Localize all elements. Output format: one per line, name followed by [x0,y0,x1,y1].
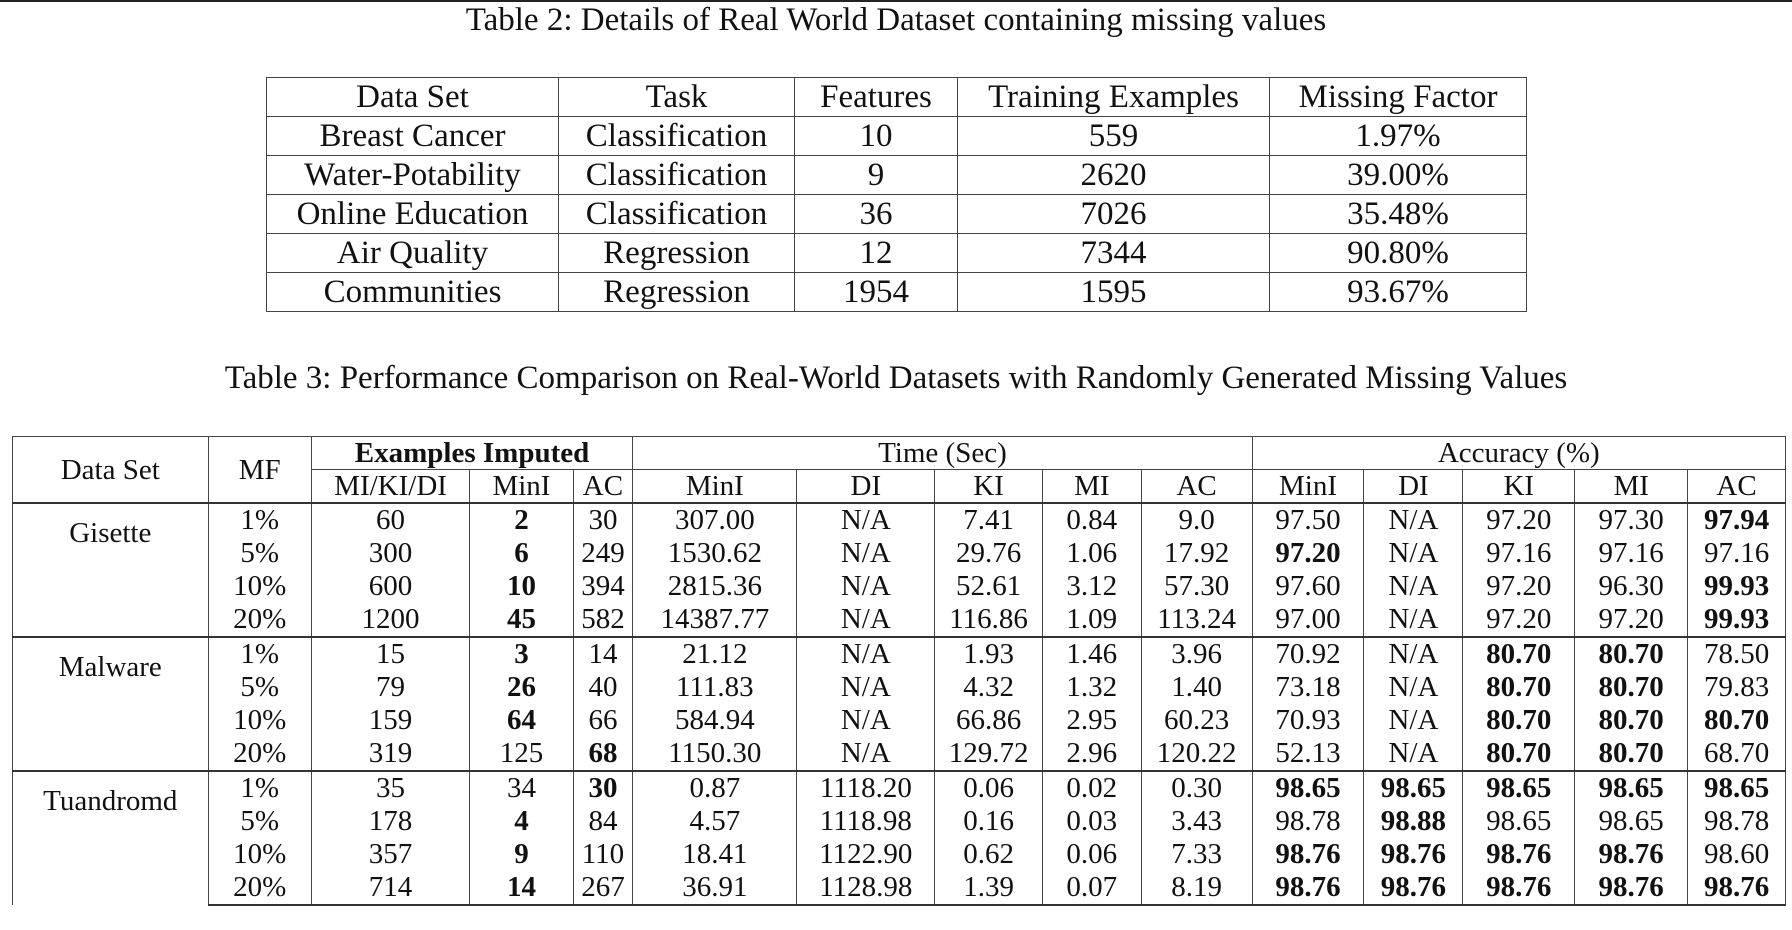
table-row [267,273,1527,312]
table-cell: 5% [208,537,311,570]
table-cell: Regression [559,273,795,312]
table-cell: 14 [573,637,633,671]
table-cell: 36.91 [633,871,797,905]
table-cell: 98.65 [1575,805,1688,838]
table-cell: 20% [208,603,311,637]
table-cell: N/A [1364,537,1463,570]
table-cell: 1150.30 [633,737,797,771]
table-cell: 1% [208,503,311,537]
table-cell: 80.70 [1575,671,1688,704]
table-cell: 80.70 [1575,704,1688,737]
table-cell: 113.24 [1141,603,1252,637]
table3-subheader-cell: KI [935,470,1043,504]
table-cell: 319 [311,737,470,771]
table-cell: 0.02 [1042,771,1141,805]
table-cell: 36 [795,195,958,234]
table-cell: 35 [311,771,470,805]
table-cell: 98.65 [1463,805,1575,838]
table-cell: 97.30 [1575,503,1688,537]
performance-comparison-table [12,436,1786,906]
table-row [13,838,1786,871]
table-cell: 97.94 [1688,503,1786,537]
table-cell: 4.57 [633,805,797,838]
header-dataset: Data Set [13,437,209,504]
table-cell: 97.20 [1463,503,1575,537]
table-cell: Online Education [267,195,559,234]
table-cell: 66 [573,704,633,737]
table-cell: 1200 [311,603,470,637]
table-cell: 3.12 [1042,570,1141,603]
table-cell: N/A [1364,704,1463,737]
table-cell: 57.30 [1141,570,1252,603]
table-cell: 52.61 [935,570,1043,603]
table-cell: 0.07 [1042,871,1141,905]
table3-subheader-cell: MinI [470,470,573,504]
table-cell: 80.70 [1688,704,1786,737]
table-cell: 3 [470,637,573,671]
table-cell: 1118.20 [797,771,935,805]
table-cell: 39.00% [1270,156,1527,195]
table-cell: 178 [311,805,470,838]
table-cell: 97.60 [1252,570,1364,603]
table-cell: 3.43 [1141,805,1252,838]
table-cell: 110 [573,838,633,871]
table-cell: 7.33 [1141,838,1252,871]
table-cell: N/A [797,671,935,704]
table-cell: 1.93 [935,637,1043,671]
table-cell: 99.93 [1688,603,1786,637]
table-cell: 1530.62 [633,537,797,570]
table-row [13,704,1786,737]
table2-caption: Table 2: Details of Real World Dataset containing missing values [465,2,1327,38]
table-cell: 97.50 [1252,503,1364,537]
table-row [13,570,1786,603]
table-cell: 2620 [958,156,1270,195]
table-cell: 80.70 [1463,637,1575,671]
table-cell: 68.70 [1688,737,1786,771]
table-cell: 98.76 [1575,871,1688,905]
table-cell: 80.70 [1463,704,1575,737]
table2-header-cell: Missing Factor [1270,78,1527,117]
table-cell: 20% [208,871,311,905]
table-cell: 582 [573,603,633,637]
table-cell: 0.03 [1042,805,1141,838]
table-cell: 80.70 [1463,671,1575,704]
table-row [13,871,1786,905]
table-cell: 14 [470,871,573,905]
table-cell: N/A [797,704,935,737]
table-cell: 9.0 [1141,503,1252,537]
table-cell: 111.83 [633,671,797,704]
table-cell: 45 [470,603,573,637]
table-cell: 98.60 [1688,838,1786,871]
table-cell: 1954 [795,273,958,312]
header-mf: MF [208,437,311,504]
table-cell: 97.20 [1575,603,1688,637]
table-cell: 1.97% [1270,117,1527,156]
table-cell: 97.20 [1463,570,1575,603]
table-cell: 97.20 [1463,603,1575,637]
table-cell: N/A [797,637,935,671]
table-cell: 18.41 [633,838,797,871]
table-row [13,603,1786,637]
table-cell: 0.62 [935,838,1043,871]
table3-subheader-cell: KI [1463,470,1575,504]
table-cell: 9 [795,156,958,195]
table-cell: 98.76 [1364,871,1463,905]
table-cell: 97.00 [1252,603,1364,637]
table-cell: N/A [797,570,935,603]
table-row [13,737,1786,771]
header-time: Time (Sec) [633,437,1252,470]
table3-subheader-cell: MinI [1252,470,1364,504]
table2-header-cell: Task [559,78,795,117]
table-cell: 300 [311,537,470,570]
table-row [267,195,1527,234]
table-cell: 15 [311,637,470,671]
table-cell: 70.93 [1252,704,1364,737]
table-cell: 98.78 [1688,805,1786,838]
table-cell: Classification [559,117,795,156]
table-row [13,503,1786,537]
dataset-name-cell: Tuandromd [13,771,209,905]
table-cell: 0.06 [935,771,1043,805]
table-cell: 99.93 [1688,570,1786,603]
table-cell: 96.30 [1575,570,1688,603]
table-row [13,771,1786,805]
table-cell: 70.92 [1252,637,1364,671]
table-cell: 98.65 [1463,771,1575,805]
table-cell: 29.76 [935,537,1043,570]
table-cell: N/A [1364,503,1463,537]
table-row [267,156,1527,195]
table-cell: 98.76 [1688,871,1786,905]
table-cell: 35.48% [1270,195,1527,234]
table-cell: 80.70 [1575,737,1688,771]
table-cell: N/A [1364,737,1463,771]
table-cell: 10% [208,704,311,737]
table-cell: 30 [573,503,633,537]
header-accuracy: Accuracy (%) [1252,437,1785,470]
table-cell: 394 [573,570,633,603]
table-cell: 9 [470,838,573,871]
table-cell: Regression [559,234,795,273]
table-cell: 267 [573,871,633,905]
table3-subheader-cell: DI [797,470,935,504]
table-cell: 4 [470,805,573,838]
table-cell: 98.65 [1364,771,1463,805]
table3-subheader-cell: MinI [633,470,797,504]
table3-subheader-cell: AC [1688,470,1786,504]
dataset-name-cell: Gisette [13,503,209,637]
table-cell: 79.83 [1688,671,1786,704]
table-cell: 2.95 [1042,704,1141,737]
table-cell: 5% [208,671,311,704]
table-cell: 7026 [958,195,1270,234]
table-cell: 1.09 [1042,603,1141,637]
table-cell: Breast Cancer [267,117,559,156]
dataset-name-cell: Malware [13,637,209,771]
table-cell: 1595 [958,273,1270,312]
table-cell: 0.87 [633,771,797,805]
table-cell: Air Quality [267,234,559,273]
table-cell: N/A [797,537,935,570]
table-cell: Water-Potability [267,156,559,195]
table-cell: N/A [797,603,935,637]
table-cell: 98.76 [1252,838,1364,871]
table-cell: 1.32 [1042,671,1141,704]
table-cell: 84 [573,805,633,838]
table-cell: 159 [311,704,470,737]
table-cell: 30 [573,771,633,805]
table-cell: 52.13 [1252,737,1364,771]
table-cell: 21.12 [633,637,797,671]
table-cell: 12 [795,234,958,273]
table-cell: 357 [311,838,470,871]
table-cell: 10% [208,570,311,603]
table-cell: N/A [1364,637,1463,671]
table-cell: 714 [311,871,470,905]
table-cell: 80.70 [1575,637,1688,671]
table-cell: 1122.90 [797,838,935,871]
table-cell: 129.72 [935,737,1043,771]
table-cell: 3.96 [1141,637,1252,671]
table-cell: Classification [559,156,795,195]
table-cell: 60 [311,503,470,537]
table-cell: 0.16 [935,805,1043,838]
table-cell: 80.70 [1463,737,1575,771]
table-cell: 10% [208,838,311,871]
table3-subheader-cell: MI/KI/DI [311,470,470,504]
table-cell: N/A [1364,603,1463,637]
table3-subheader-cell: AC [1141,470,1252,504]
table-cell: 90.80% [1270,234,1527,273]
table-cell: 1128.98 [797,871,935,905]
table-cell: 78.50 [1688,637,1786,671]
table-cell: 98.78 [1252,805,1364,838]
table-cell: 600 [311,570,470,603]
table-cell: 307.00 [633,503,797,537]
table-cell: 1% [208,771,311,805]
table-cell: 2 [470,503,573,537]
dataset-details-table [266,77,1527,312]
table-cell: 1.40 [1141,671,1252,704]
header-examples-imputed: Examples Imputed [311,437,633,470]
table-cell: 98.76 [1463,838,1575,871]
table-cell: N/A [797,503,935,537]
table-cell: 8.19 [1141,871,1252,905]
table-row [13,805,1786,838]
table-cell: N/A [1364,671,1463,704]
table-cell: 64 [470,704,573,737]
table2-header-cell: Features [795,78,958,117]
table-cell: 2815.36 [633,570,797,603]
table-cell: 34 [470,771,573,805]
table-row [13,537,1786,570]
table-cell: 73.18 [1252,671,1364,704]
table-cell: 98.76 [1575,838,1688,871]
table-cell: 68 [573,737,633,771]
table-cell: 1118.98 [797,805,935,838]
table-cell: 20% [208,737,311,771]
table-cell: 98.65 [1688,771,1786,805]
table-cell: 1.39 [935,871,1043,905]
table-cell: 93.67% [1270,273,1527,312]
table-cell: 10 [795,117,958,156]
table-cell: 1.46 [1042,637,1141,671]
table-cell: Communities [267,273,559,312]
table3-header-top-row [13,437,1786,470]
table-row [267,234,1527,273]
table-cell: 79 [311,671,470,704]
table-cell: 98.65 [1575,771,1688,805]
table-cell: 6 [470,537,573,570]
table-cell: 584.94 [633,704,797,737]
table-cell: 97.20 [1252,537,1364,570]
table-row [13,637,1786,671]
table-cell: 1% [208,637,311,671]
table-cell: 2.96 [1042,737,1141,771]
table2-header-cell: Data Set [267,78,559,117]
table-cell: 97.16 [1575,537,1688,570]
table-row [267,117,1527,156]
table-cell: 116.86 [935,603,1043,637]
table-cell: 249 [573,537,633,570]
table-cell: 7344 [958,234,1270,273]
table-cell: 0.06 [1042,838,1141,871]
table-cell: N/A [1364,570,1463,603]
table-cell: 98.65 [1252,771,1364,805]
table-cell: 60.23 [1141,704,1252,737]
table-cell: 66.86 [935,704,1043,737]
table-cell: 1.06 [1042,537,1141,570]
table3-subheader-cell: MI [1575,470,1688,504]
table-cell: 4.32 [935,671,1043,704]
table-cell: 98.76 [1252,871,1364,905]
table-cell: 98.76 [1364,838,1463,871]
table-cell: 125 [470,737,573,771]
table-cell: 98.76 [1463,871,1575,905]
table-cell: 0.30 [1141,771,1252,805]
table-cell: 97.16 [1688,537,1786,570]
table3-subheader-cell: AC [573,470,633,504]
table-cell: 17.92 [1141,537,1252,570]
table2-header-cell: Training Examples [958,78,1270,117]
table-cell: N/A [797,737,935,771]
table-cell: 14387.77 [633,603,797,637]
table3-caption: Table 3: Performance Comparison on Real-World Datasets with Randomly Generated Missing Values [224,360,1568,396]
table-cell: 97.16 [1463,537,1575,570]
table-cell: 98.88 [1364,805,1463,838]
table-cell: 0.84 [1042,503,1141,537]
table2-header-row [267,78,1527,117]
table-row [13,671,1786,704]
table-cell: 120.22 [1141,737,1252,771]
table-cell: 10 [470,570,573,603]
table-cell: 5% [208,805,311,838]
table3-subheader-cell: MI [1042,470,1141,504]
table-cell: Classification [559,195,795,234]
table3-subheader-cell: DI [1364,470,1463,504]
table-cell: 26 [470,671,573,704]
table-cell: 40 [573,671,633,704]
table-cell: 7.41 [935,503,1043,537]
table-cell: 559 [958,117,1270,156]
